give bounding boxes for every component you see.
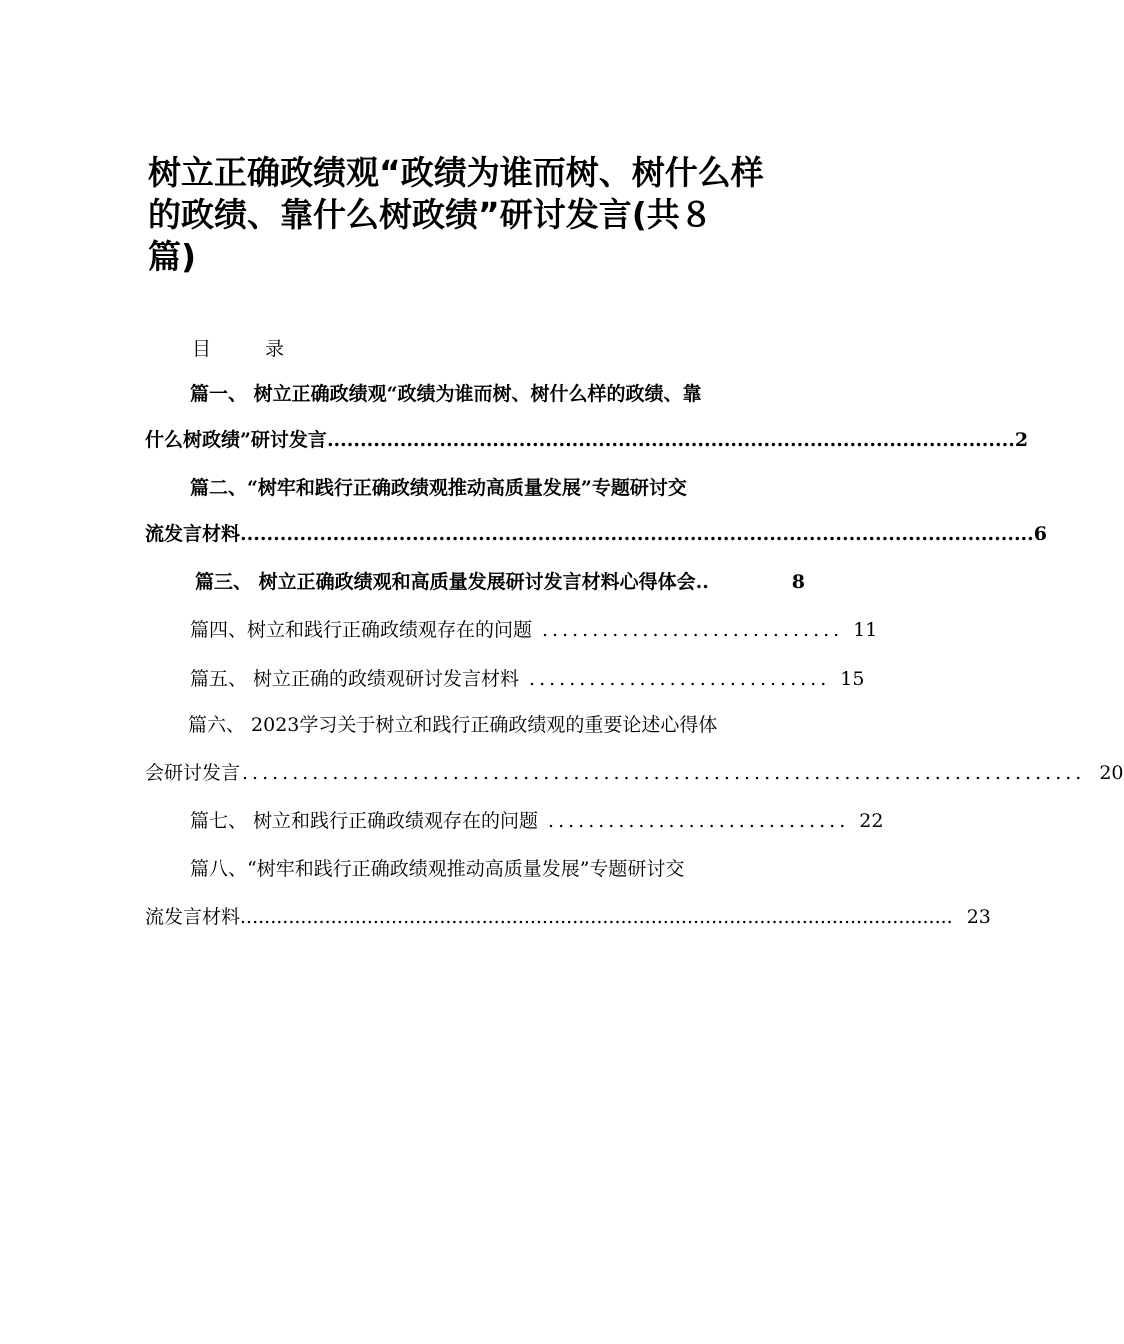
toc-entry-8-text: 流发言材料 — [145, 906, 241, 928]
toc-leader-dots: .. — [695, 571, 709, 593]
toc-entry-6-text: 会研讨发言 — [145, 762, 241, 784]
toc-entry-1-page: 2 — [1014, 429, 1029, 451]
toc-leader-dots: .................................................................................... — [242, 762, 1086, 784]
toc-entry-8-line-2[interactable] — [145, 903, 991, 931]
toc-entry-6-line-1[interactable]: 篇六、 2023学习关于树立和践行正确政绩观的重要论述心得体 — [188, 714, 718, 736]
toc-entry-1-text: 什么树政绩”研讨发言 — [145, 429, 327, 451]
toc-entry-7-text: 篇七、 树立和践行正确政绩观存在的问题 — [190, 810, 539, 832]
toc-entry-5-page: 15 — [840, 668, 865, 690]
toc-entry-2-line-1[interactable]: 篇二、“树牢和践行正确政绩观推动高质量发展”专题研讨交 — [190, 477, 687, 499]
document-title — [148, 152, 808, 278]
toc-entry-7[interactable] — [190, 807, 884, 835]
toc-entry-8-line-1[interactable]: 篇八、“树牢和践行正确政绩观推动高质量发展”专题研讨交 — [190, 858, 685, 880]
toc-leader-dots: .............................. — [542, 619, 844, 641]
toc-entry-6-page: 20 — [1099, 762, 1124, 784]
toc-entry-4-text: 篇四、树立和践行正确政绩观存在的问题 — [190, 619, 533, 641]
toc-heading: 目 录 — [192, 338, 309, 360]
toc-entry-4[interactable] — [190, 616, 878, 644]
toc-entry-8-page: 23 — [966, 906, 991, 928]
toc-leader-dots: ........................................................................................................................ — [240, 523, 1034, 545]
toc-entry-4-page: 11 — [853, 619, 878, 641]
toc-entry-1-line-1[interactable]: 篇一、 树立正确政绩观“政绩为谁而树、树什么样的政绩、靠 — [190, 383, 702, 405]
title-line-3: 篇) — [148, 237, 197, 276]
toc-entry-2-text: 流发言材料 — [145, 523, 241, 545]
title-line-2: 的政绩、靠什么树政绩”研讨发言(共８ — [148, 195, 713, 234]
toc-entry-3-text: 篇三、 树立正确政绩观和高质量发展研讨发言材料心得体会 — [195, 571, 696, 593]
toc-entry-3-page: 8 — [791, 571, 805, 593]
toc-entry-1-line-2[interactable] — [145, 426, 1029, 454]
toc-leader-dots: .............................. — [548, 810, 850, 832]
toc-leader-dots: ...................................................................................................................... — [240, 906, 953, 928]
toc-entry-3[interactable] — [195, 568, 805, 596]
toc-leader-dots: ........................................................................................................ — [326, 429, 1015, 451]
toc-leader-dots: .............................. — [529, 668, 831, 690]
toc-entry-5-text: 篇五、 树立正确的政绩观研讨发言材料 — [190, 668, 520, 690]
toc-entry-2-page: 6 — [1033, 523, 1048, 545]
toc-entry-2-line-2[interactable] — [145, 520, 1048, 548]
toc-entry-6-line-2[interactable] — [145, 759, 1124, 787]
toc-entry-5[interactable] — [190, 665, 865, 693]
title-line-1: 树立正确政绩观“政绩为谁而树、树什么样 — [148, 153, 764, 192]
toc-entry-7-page: 22 — [859, 810, 884, 832]
